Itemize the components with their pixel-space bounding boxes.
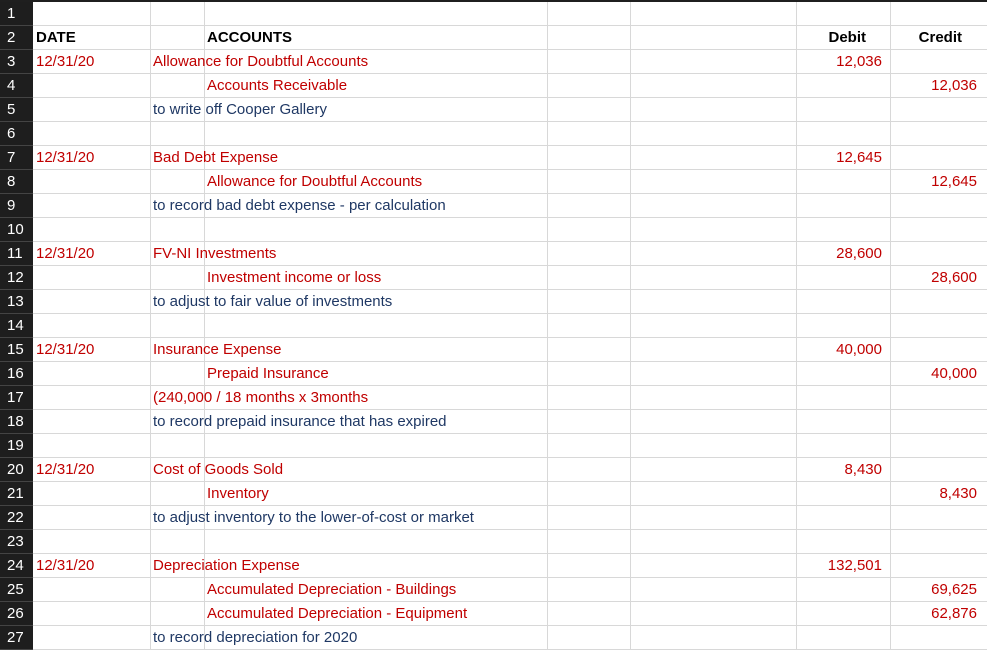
account-cell[interactable]: (240,000 / 18 months x 3months bbox=[153, 389, 369, 406]
row-number[interactable]: 17 bbox=[0, 386, 33, 410]
spreadsheet-grid[interactable] bbox=[33, 2, 987, 650]
row-number[interactable]: 14 bbox=[0, 314, 33, 338]
row-number[interactable]: 19 bbox=[0, 434, 33, 458]
note-cell[interactable]: to adjust to fair value of investments bbox=[153, 293, 393, 310]
account-cell[interactable]: Insurance Expense bbox=[153, 341, 282, 358]
row-number[interactable]: 9 bbox=[0, 194, 33, 218]
column-gridline bbox=[630, 2, 631, 650]
credit-account-cell[interactable]: Investment income or loss bbox=[207, 269, 382, 286]
row-number[interactable]: 23 bbox=[0, 530, 33, 554]
row-gridline bbox=[33, 601, 987, 602]
row-number[interactable]: 15 bbox=[0, 338, 33, 362]
row-number[interactable]: 13 bbox=[0, 290, 33, 314]
column-gridline bbox=[547, 2, 548, 650]
date-cell[interactable]: 12/31/20 bbox=[36, 557, 95, 574]
credit-cell[interactable]: 40,000 bbox=[931, 365, 977, 382]
row-number[interactable]: 10 bbox=[0, 218, 33, 242]
date-cell[interactable]: 12/31/20 bbox=[36, 461, 95, 478]
row-header-column[interactable] bbox=[0, 2, 33, 650]
note-cell[interactable]: to write off Cooper Gallery bbox=[153, 101, 327, 118]
credit-cell[interactable]: 12,036 bbox=[931, 77, 977, 94]
debit-cell[interactable]: 12,645 bbox=[836, 149, 882, 166]
date-cell[interactable]: 12/31/20 bbox=[36, 245, 95, 262]
row-number[interactable]: 3 bbox=[0, 50, 33, 74]
date-cell[interactable]: 12/31/20 bbox=[36, 53, 95, 70]
date-cell[interactable]: 12/31/20 bbox=[36, 149, 95, 166]
row-number[interactable]: 8 bbox=[0, 170, 33, 194]
date-cell[interactable]: 12/31/20 bbox=[36, 341, 95, 358]
credit-account-cell[interactable]: Allowance for Doubtful Accounts bbox=[207, 173, 423, 190]
row-number[interactable]: 21 bbox=[0, 482, 33, 506]
credit-cell[interactable]: 12,645 bbox=[931, 173, 977, 190]
note-cell[interactable]: to record depreciation for 2020 bbox=[153, 629, 358, 646]
credit-cell[interactable]: 8,430 bbox=[939, 485, 977, 502]
header-accounts[interactable]: ACCOUNTS bbox=[207, 29, 292, 46]
credit-account-cell[interactable]: Inventory bbox=[207, 485, 269, 502]
account-cell[interactable]: Depreciation Expense bbox=[153, 557, 300, 574]
row-number[interactable]: 25 bbox=[0, 578, 33, 602]
account-cell[interactable]: Bad Debt Expense bbox=[153, 149, 279, 166]
column-gridline bbox=[150, 2, 151, 650]
note-cell[interactable]: to record bad debt expense - per calculation bbox=[153, 197, 446, 214]
row-number[interactable]: 5 bbox=[0, 98, 33, 122]
debit-cell[interactable]: 12,036 bbox=[836, 53, 882, 70]
row-number[interactable]: 2 bbox=[0, 26, 33, 50]
credit-account-cell[interactable]: Prepaid Insurance bbox=[207, 365, 329, 382]
row-number[interactable]: 18 bbox=[0, 410, 33, 434]
row-number[interactable]: 7 bbox=[0, 146, 33, 170]
row-number[interactable]: 12 bbox=[0, 266, 33, 290]
account-cell[interactable]: FV-NI Investments bbox=[153, 245, 277, 262]
row-number[interactable]: 20 bbox=[0, 458, 33, 482]
credit-account-cell[interactable]: Accumulated Depreciation - Equipment bbox=[207, 605, 468, 622]
row-number[interactable]: 27 bbox=[0, 626, 33, 650]
account-cell[interactable]: Allowance for Doubtful Accounts bbox=[153, 53, 369, 70]
row-number[interactable]: 4 bbox=[0, 74, 33, 98]
header-debit[interactable]: Debit bbox=[828, 29, 866, 46]
credit-cell[interactable]: 28,600 bbox=[931, 269, 977, 286]
debit-cell[interactable]: 132,501 bbox=[827, 557, 882, 574]
note-cell[interactable]: to record prepaid insurance that has expired bbox=[153, 413, 447, 430]
column-gridline bbox=[890, 2, 891, 650]
row-number[interactable]: 22 bbox=[0, 506, 33, 530]
account-cell[interactable]: Cost of Goods Sold bbox=[153, 461, 284, 478]
row-number[interactable]: 1 bbox=[0, 2, 33, 26]
credit-cell[interactable]: 62,876 bbox=[931, 605, 977, 622]
header-credit[interactable]: Credit bbox=[918, 29, 962, 46]
debit-cell[interactable]: 40,000 bbox=[836, 341, 882, 358]
debit-cell[interactable]: 28,600 bbox=[836, 245, 882, 262]
row-number[interactable]: 6 bbox=[0, 122, 33, 146]
credit-account-cell[interactable]: Accumulated Depreciation - Buildings bbox=[207, 581, 457, 598]
row-number[interactable]: 26 bbox=[0, 602, 33, 626]
credit-cell[interactable]: 69,625 bbox=[931, 581, 977, 598]
note-cell[interactable]: to adjust inventory to the lower-of-cost or market bbox=[153, 509, 474, 526]
column-gridline bbox=[796, 2, 797, 650]
debit-cell[interactable]: 8,430 bbox=[844, 461, 882, 478]
header-date[interactable]: DATE bbox=[36, 29, 76, 46]
row-number[interactable]: 16 bbox=[0, 362, 33, 386]
row-number[interactable]: 24 bbox=[0, 554, 33, 578]
credit-account-cell[interactable]: Accounts Receivable bbox=[207, 77, 348, 94]
row-number[interactable]: 11 bbox=[0, 242, 33, 266]
